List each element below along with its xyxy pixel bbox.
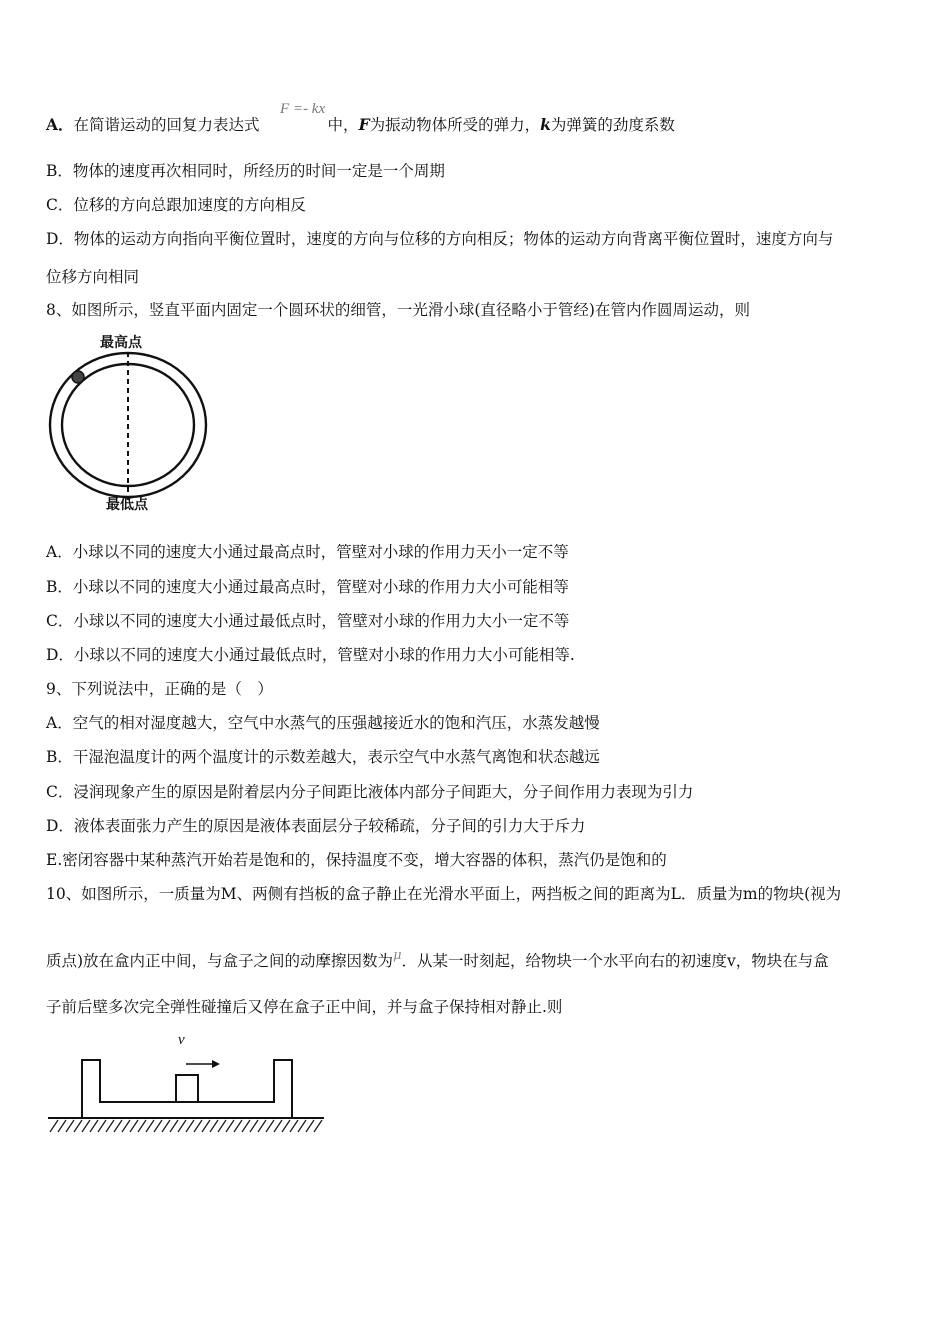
q10-stem-line1: 10、如图所示，一质量为M、两侧有挡板的盒子静止在光滑水平面上，两挡板之间的距离为L．质量为m的物块(视为 <box>46 885 842 903</box>
q10-stem-line2-pre: 质点)放在盒内正中间，与盒子之间的动摩擦因数为 <box>46 952 394 970</box>
q7-symbol-F: F <box>358 115 370 134</box>
mu-symbol: μ <box>393 948 402 963</box>
q9-option-b: B．干湿泡温度计的两个温度计的示数差越大，表示空气中水蒸气离饱和状态越远 <box>46 748 600 766</box>
ball <box>72 371 84 383</box>
q8-option-a: A．小球以不同的速度大小通过最高点时，管壁对小球的作用力天小一定不等 <box>46 543 569 561</box>
q8-option-c: C．小球以不同的速度大小通过最低点时，管壁对小球的作用力大小一定不等 <box>46 612 570 630</box>
label-lowest-point: 最低点 <box>106 497 148 513</box>
q8-stem: 8、如图所示，竖直平面内固定一个圆环状的细管，一光滑小球(直径略小于管经)在管内作圆周运动，则 <box>46 301 750 319</box>
q10-stem-line2-post: ．从某一时刻起，给物块一个水平向右的初速度v，物块在与盒 <box>401 952 829 970</box>
velocity-arrow-head <box>212 1060 220 1068</box>
q9-option-e: E.密闭容器中某种蒸汽开始若是饱和的，保持温度不变，增大容器的体积，蒸汽仍是饱和的 <box>46 851 667 869</box>
q7-option-a-text-mid2: 为振动物体所受的弹力， <box>369 116 541 134</box>
q10-stem-line2 <box>46 946 829 971</box>
block <box>176 1075 198 1102</box>
q7-formula: F =- kx <box>280 101 326 117</box>
q7-option-d-line2: 位移方向相同 <box>46 268 140 286</box>
q8-option-b: B．小球以不同的速度大小通过最高点时，管壁对小球的作用力大小可能相等 <box>46 578 569 596</box>
q8-option-d: D．小球以不同的速度大小通过最低点时，管壁对小球的作用力大小可能相等. <box>46 646 575 664</box>
ground-hatching <box>50 1120 322 1132</box>
q7-option-a-text-mid1: 中， <box>327 116 359 134</box>
q7-option-a <box>46 115 675 135</box>
q9-option-d: D．液体表面张力产生的原因是液体表面层分子较稀疏，分子间的引力大于斥力 <box>46 817 586 835</box>
q7-option-b: B．物体的速度再次相同时，所经历的时间一定是一个周期 <box>46 162 445 180</box>
q7-option-a-text-post: 为弹簧的劲度系数 <box>550 116 675 134</box>
q10-box-figure <box>46 1030 326 1140</box>
box-block-diagram <box>46 1030 326 1140</box>
label-highest-point: 最高点 <box>100 335 142 351</box>
q9-stem: 9、下列说法中，正确的是（ ） <box>46 680 273 698</box>
q9-option-a: A．空气的相对湿度越大，空气中水蒸气的压强越接近水的饱和汽压，水蒸发越慢 <box>46 714 600 732</box>
ring-tube-diagram <box>46 330 216 520</box>
q7-option-c: C．位移的方向总跟加速度的方向相反 <box>46 196 306 214</box>
q7-option-a-label: A． <box>46 115 74 134</box>
velocity-label: v <box>178 1032 185 1048</box>
q7-symbol-k: k <box>540 115 551 134</box>
q9-option-c: C．浸润现象产生的原因是附着层内分子间距比液体内部分子间距大，分子间作用力表现为引力 <box>46 783 694 801</box>
q7-option-a-text-pre: 在简谐运动的回复力表达式 <box>73 116 260 134</box>
q7-option-d-line1: D．物体的运动方向指向平衡位置时，速度的方向与位移的方向相反；物体的运动方向背离平衡位置时，速度方向与 <box>46 230 834 248</box>
q10-stem-line3: 子前后壁多次完全弹性碰撞后又停在盒子正中间，并与盒子保持相对静止.则 <box>46 998 563 1016</box>
q8-ring-figure <box>46 330 216 520</box>
